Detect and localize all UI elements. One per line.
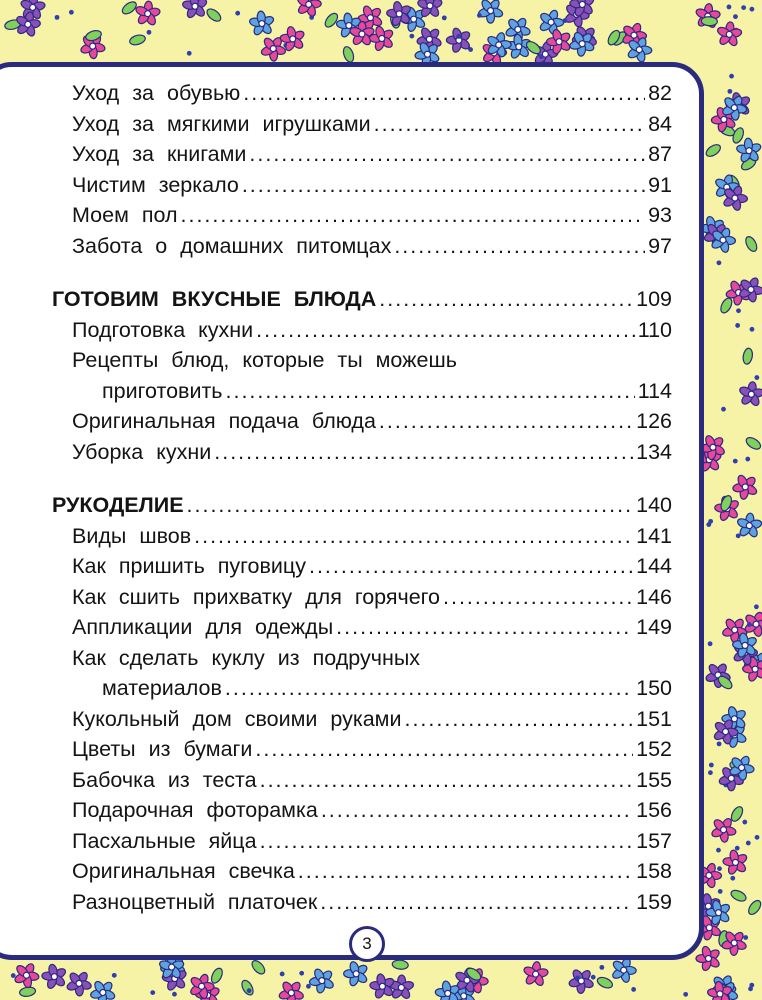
dot-icon bbox=[280, 972, 285, 977]
toc-leader-dots bbox=[260, 826, 634, 857]
toc-entry-page: 82 bbox=[648, 81, 672, 105]
toc-entry-continuation[interactable] bbox=[52, 376, 672, 407]
toc-entry-page: 155 bbox=[636, 767, 672, 792]
leaf-icon bbox=[129, 33, 147, 46]
dot-icon bbox=[539, 54, 544, 59]
toc-entry-title: Виды швов bbox=[72, 523, 192, 548]
toc-entry-title: Бабочка из теста bbox=[72, 767, 257, 792]
dot-icon bbox=[235, 11, 240, 16]
toc-leader-dots bbox=[243, 78, 645, 109]
toc-entry-page: 156 bbox=[636, 798, 672, 822]
dot-icon bbox=[754, 375, 759, 380]
leaf-icon bbox=[342, 45, 356, 63]
leaf-icon bbox=[240, 978, 256, 996]
toc-section-heading[interactable] bbox=[52, 284, 672, 315]
toc-entry-page: 134 bbox=[636, 439, 672, 464]
toc-entry-title: Подготовка кухни bbox=[72, 317, 254, 342]
leaf-icon bbox=[729, 888, 747, 903]
dot-icon bbox=[736, 533, 741, 538]
flower-icon bbox=[304, 962, 340, 998]
toc-leader-dots bbox=[249, 139, 645, 170]
dot-icon bbox=[718, 889, 723, 894]
toc-entry[interactable] bbox=[52, 78, 672, 109]
toc-entry-page: 126 bbox=[636, 409, 672, 433]
dot-icon bbox=[11, 973, 16, 978]
toc-leader-dots bbox=[214, 437, 633, 468]
dot-icon bbox=[727, 5, 732, 10]
flower-icon bbox=[563, 963, 599, 999]
leaf-icon bbox=[744, 435, 762, 451]
dot-icon bbox=[477, 13, 482, 18]
toc-entry-page: 151 bbox=[636, 706, 672, 731]
toc-entry-title: материалов bbox=[102, 676, 222, 700]
toc-leader-dots bbox=[187, 490, 634, 521]
dot-icon bbox=[599, 965, 604, 970]
leaf-icon bbox=[744, 235, 759, 253]
dot-icon bbox=[735, 846, 740, 851]
section-gap bbox=[52, 261, 672, 284]
toc-entry[interactable] bbox=[52, 887, 672, 918]
toc-entry-title: Аппликации для одежды bbox=[72, 615, 334, 639]
toc-entry-title: Как сшить прихватку для горячего bbox=[72, 584, 441, 609]
table-of-contents bbox=[52, 78, 672, 917]
toc-leader-dots bbox=[194, 521, 633, 552]
toc-entry-title: Пасхальные яйца bbox=[72, 828, 257, 853]
dot-icon bbox=[172, 992, 177, 997]
toc-entry-page: 84 bbox=[648, 111, 672, 136]
toc-leader-dots bbox=[379, 406, 633, 437]
leaf-icon bbox=[205, 7, 223, 24]
toc-entry-page: 152 bbox=[636, 737, 672, 761]
toc-entry[interactable] bbox=[52, 231, 672, 262]
toc-entry-title: Подарочная фоторамка bbox=[72, 798, 318, 822]
dot-icon bbox=[727, 89, 732, 94]
toc-leader-dots bbox=[225, 673, 633, 704]
flower-icon bbox=[273, 975, 309, 1000]
toc-entry-page: 157 bbox=[636, 828, 672, 853]
toc-entry[interactable] bbox=[52, 704, 672, 735]
dot-icon bbox=[750, 327, 755, 332]
dot-icon bbox=[456, 34, 461, 39]
toc-entry[interactable] bbox=[52, 170, 672, 201]
toc-entry-page: 149 bbox=[636, 615, 672, 639]
toc-entry-title: приготовить bbox=[102, 378, 223, 403]
toc-entry-page: 140 bbox=[636, 493, 672, 517]
toc-leader-dots bbox=[320, 887, 633, 918]
dot-icon bbox=[743, 935, 748, 940]
section-gap bbox=[52, 467, 672, 490]
flower-icon bbox=[245, 6, 278, 40]
toc-entry-title: Оригинальная подача блюда bbox=[72, 409, 376, 433]
dot-icon bbox=[55, 15, 60, 20]
toc-entry-page: 159 bbox=[636, 889, 672, 914]
toc-leader-dots bbox=[374, 109, 645, 140]
dot-icon bbox=[591, 975, 596, 980]
toc-entry-page: 158 bbox=[636, 859, 672, 883]
leaf-icon bbox=[209, 966, 224, 984]
dot-icon bbox=[754, 604, 759, 609]
dot-icon bbox=[736, 308, 741, 313]
toc-entry-title: Оригинальная свечка bbox=[72, 859, 295, 883]
toc-leader-dots bbox=[255, 734, 633, 765]
toc-entry-page: 141 bbox=[636, 523, 672, 548]
dot-icon bbox=[735, 323, 740, 328]
flower-icon bbox=[293, 0, 325, 20]
toc-entry-title: Кукольный дом своими руками bbox=[72, 706, 402, 731]
toc-entry-title: Уход за мягкими игрушками bbox=[72, 111, 371, 136]
dot-icon bbox=[562, 18, 567, 23]
toc-entry[interactable] bbox=[52, 200, 672, 231]
toc-entry-title: Рецепты блюд, которые ты можешь bbox=[72, 348, 457, 372]
leaf-icon bbox=[719, 296, 734, 314]
toc-leader-dots bbox=[309, 551, 633, 582]
dot-icon bbox=[631, 987, 636, 992]
dot-icon bbox=[741, 5, 746, 10]
toc-leader-dots bbox=[226, 376, 635, 407]
toc-entry-page: 114 bbox=[637, 378, 672, 403]
flower-icon bbox=[37, 959, 72, 994]
toc-entry[interactable] bbox=[52, 551, 672, 582]
dot-icon bbox=[721, 407, 726, 412]
toc-entry[interactable] bbox=[52, 521, 672, 552]
toc-entry-page: 109 bbox=[636, 287, 672, 311]
dot-icon bbox=[750, 7, 755, 12]
dot-icon bbox=[708, 519, 713, 524]
toc-leader-dots bbox=[379, 284, 633, 315]
flower-icon bbox=[133, 0, 162, 27]
toc-leader-dots bbox=[404, 704, 633, 735]
toc-entry-page: 110 bbox=[637, 317, 672, 342]
toc-entry[interactable] bbox=[52, 109, 672, 140]
toc-entry[interactable] bbox=[52, 315, 672, 346]
dot-icon bbox=[409, 34, 414, 39]
toc-section-heading[interactable] bbox=[52, 490, 672, 521]
dot-icon bbox=[716, 848, 721, 853]
toc-leader-dots bbox=[336, 612, 633, 643]
leaf-icon bbox=[250, 958, 267, 976]
dot-icon bbox=[729, 74, 734, 79]
toc-entry-title: Забота о домашних питомцах bbox=[72, 233, 392, 258]
dot-icon bbox=[112, 973, 117, 978]
dot-icon bbox=[733, 459, 738, 464]
leaf-icon bbox=[742, 348, 754, 365]
leaf-icon bbox=[596, 975, 614, 990]
toc-leader-dots bbox=[394, 231, 645, 262]
dot-icon bbox=[717, 260, 722, 265]
flower-icon bbox=[718, 845, 753, 880]
dot-icon bbox=[730, 876, 735, 881]
flower-icon bbox=[521, 960, 550, 988]
dot-icon bbox=[733, 14, 738, 19]
dot-icon bbox=[708, 770, 713, 775]
toc-entry-title: Уход за обувью bbox=[72, 81, 241, 105]
dot-icon bbox=[742, 820, 747, 825]
toc-entry[interactable] bbox=[52, 856, 672, 887]
dot-icon bbox=[147, 30, 152, 35]
dot-icon bbox=[575, 976, 580, 981]
toc-leader-dots bbox=[321, 795, 633, 826]
leaf-icon bbox=[704, 142, 722, 158]
toc-section-title: ГОТОВИМ ВКУСНЫЕ БЛЮДА bbox=[52, 287, 377, 311]
page-number-badge: 3 bbox=[349, 926, 385, 962]
dot-icon bbox=[306, 984, 311, 989]
dot-icon bbox=[683, 992, 688, 997]
toc-entry-title: Моем пол bbox=[72, 203, 178, 227]
leaf-icon bbox=[746, 898, 762, 916]
toc-entry[interactable] bbox=[52, 406, 672, 437]
toc-entry-title: Как сделать куклу из подручных bbox=[72, 645, 421, 670]
toc-entry[interactable] bbox=[52, 765, 672, 796]
toc-entry-page: 146 bbox=[636, 584, 672, 609]
toc-entry[interactable] bbox=[52, 826, 672, 857]
toc-entry-title: Цветы из бумаги bbox=[72, 737, 253, 761]
toc-entry-title: Уход за книгами bbox=[72, 142, 247, 166]
toc-entry[interactable] bbox=[52, 437, 672, 468]
toc-entry-page: 93 bbox=[648, 203, 672, 227]
leaf-icon bbox=[120, 0, 138, 16]
toc-leader-dots bbox=[256, 315, 635, 346]
toc-entry-continuation[interactable] bbox=[52, 673, 672, 704]
dot-icon bbox=[717, 741, 722, 746]
dot-icon bbox=[247, 988, 252, 993]
toc-entry[interactable] bbox=[52, 139, 672, 170]
dot-icon bbox=[442, 15, 447, 20]
toc-leader-dots bbox=[260, 765, 634, 796]
toc-entry-wrapped-first-line[interactable] bbox=[52, 643, 672, 674]
toc-section-title: РУКОДЕЛИЕ bbox=[52, 493, 184, 517]
toc-entry-page: 144 bbox=[636, 554, 672, 578]
dot-icon bbox=[746, 841, 751, 846]
toc-entry-page: 150 bbox=[636, 676, 672, 700]
toc-entry-wrapped-first-line[interactable] bbox=[52, 345, 672, 376]
dot-icon bbox=[747, 622, 752, 627]
toc-entry-title: Чистим зеркало bbox=[72, 172, 239, 197]
toc-entry[interactable] bbox=[52, 582, 672, 613]
dot-icon bbox=[755, 835, 760, 840]
dot-icon bbox=[745, 457, 750, 462]
dot-icon bbox=[708, 641, 713, 646]
flower-icon bbox=[441, 22, 477, 58]
flower-icon bbox=[737, 380, 762, 408]
toc-entry-page: 87 bbox=[648, 142, 672, 166]
leaf-icon bbox=[701, 16, 717, 26]
toc-leader-dots bbox=[298, 856, 633, 887]
toc-entry[interactable] bbox=[52, 795, 672, 826]
dot-icon bbox=[749, 983, 754, 988]
dot-icon bbox=[299, 971, 304, 976]
toc-entry-title: Как пришить пуговицу bbox=[72, 554, 306, 578]
dot-icon bbox=[150, 990, 155, 995]
toc-leader-dots bbox=[181, 200, 646, 231]
dot-icon bbox=[69, 10, 74, 15]
toc-leader-dots bbox=[443, 582, 633, 613]
toc-entry[interactable] bbox=[52, 734, 672, 765]
flower-icon bbox=[715, 21, 744, 49]
toc-entry[interactable] bbox=[52, 612, 672, 643]
dot-icon bbox=[709, 763, 714, 768]
dot-icon bbox=[717, 866, 722, 871]
dot-icon bbox=[187, 51, 192, 56]
toc-entry-title: Разноцветный платочек bbox=[72, 889, 318, 914]
toc-leader-dots bbox=[242, 170, 645, 201]
toc-entry-page: 97 bbox=[648, 233, 672, 258]
leaf-icon bbox=[392, 959, 409, 970]
toc-entry-page: 91 bbox=[648, 172, 672, 197]
flower-icon bbox=[727, 469, 762, 505]
toc-entry-title: Уборка кухни bbox=[72, 439, 212, 464]
